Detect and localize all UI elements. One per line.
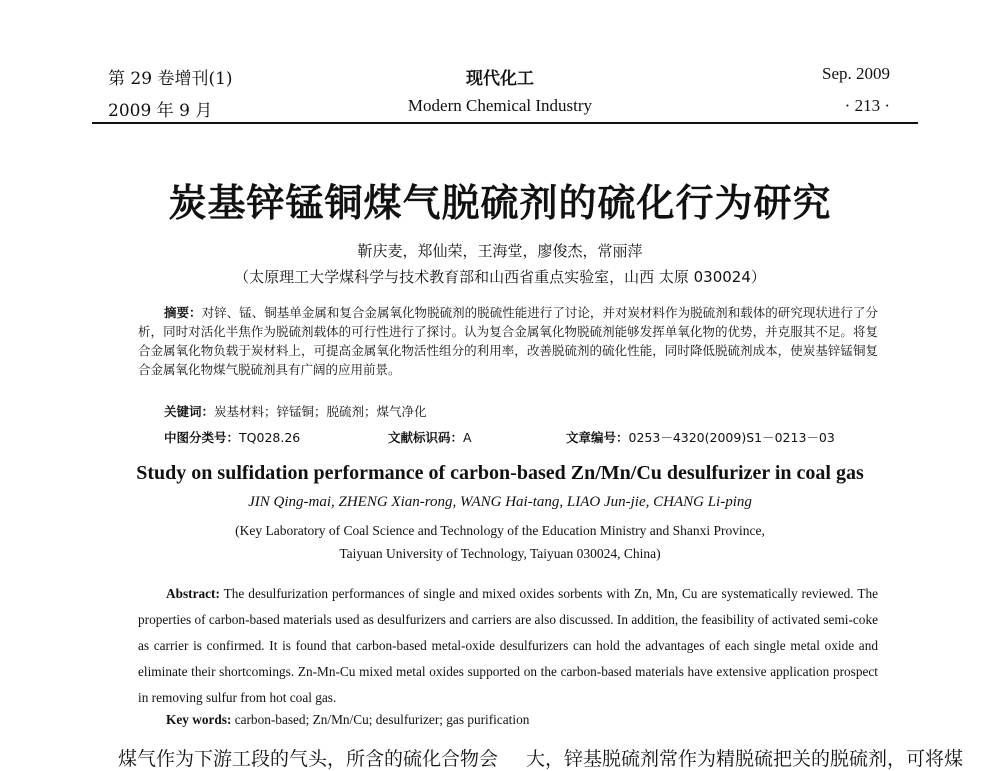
affiliation-en-line2: Taiyuan University of Technology, Taiyuan 030024, China): [339, 546, 661, 561]
keywords-cn: [164, 402, 427, 420]
abstract-cn-text: 对锌、锰、铜基单金属和复合金属氧化物脱硫剂的脱硫性能进行了讨论，并对炭材料作为脱硫剂和载体的研究现状进行了分析，同时对活化半焦作为脱硫剂载体的可行性进行了探讨。认为复合金属氧化物脱硫剂能够发挥单氧化物的优势，并克服其不足。将复合金属氧化物负载于炭材料上，可提高金属氧化物活性组分的利用率，改善脱硫剂的硫化性能，同时降低脱硫剂成本，使炭基锌锰铜复合金属氧化物煤气脱硫剂具有广阔的应用前景。: [138, 305, 878, 377]
journal-name-cn: 现代化工: [466, 69, 534, 89]
doc-code-label: 文献标识码：: [388, 430, 464, 445]
abstract-en-label: Abstract:: [166, 586, 220, 601]
journal-volume: 第 29 卷增刊(1): [108, 69, 233, 89]
keywords-en: [166, 712, 529, 728]
article-number: [566, 428, 835, 446]
document-code: [388, 428, 472, 446]
page-number: · 213 ·: [844, 96, 890, 115]
abstract-cn: [138, 303, 878, 379]
clc-number: [164, 428, 300, 446]
abstract-en: [138, 581, 878, 711]
doc-code-value: A: [463, 430, 472, 445]
keywords-en-text: carbon-based; Zn/Mn/Cu; desulfurizer; gas purification: [234, 712, 530, 727]
authors-en: JIN Qing-mai, ZHENG Xian-rong, WANG Hai-tang, LIAO Jun-jie, CHANG Li-ping: [248, 494, 752, 510]
affiliation-en-line1: (Key Laboratory of Coal Science and Technology of the Education Ministry and Shanxi Province,: [235, 523, 765, 538]
paper-title-en: Study on sulfidation performance of carbon-based Zn/Mn/Cu desulfurizer in coal gas: [136, 462, 864, 484]
journal-date-cn: 2009 年 9 月: [108, 101, 213, 121]
abstract-en-text: The desulfurization performances of single and mixed oxides sorbents with Zn, Mn, Cu are systematically reviewed. The properties of carbon-based materials used as desulfurizers and carriers are also discussed. In addition, the feasibility of activated semi-coke as carrier is confirmed. It is found that carbon-based metal-oxide desulfurizers can hold the advantages of each single metal oxide and eliminate their shortcomings. Zn-Mn-Cu mixed metal oxides supported on the carbon-based materials have extensive application prospect in removing sulfur from hot coal gas.: [138, 586, 878, 705]
body-text-right: 大，锌基脱硫剂常作为精脱硫把关的脱硫剂，可将煤: [526, 748, 964, 770]
article-number-value: 0253－4320(2009)S1－0213－03: [628, 430, 835, 445]
paper-title-cn: 炭基锌锰铜煤气脱硫剂的硫化行为研究: [168, 181, 832, 225]
journal-name-en: Modern Chemical Industry: [407, 96, 593, 115]
body-text-left: 煤气作为下游工段的气头，所含的硫化合物会: [118, 748, 499, 770]
header-divider: [92, 122, 918, 124]
affiliation-cn: （太原理工大学煤科学与技术教育部和山西省重点实验室，山西 太原 030024）: [234, 268, 766, 286]
clc-value: TQ028.26: [239, 430, 301, 445]
abstract-cn-label: 摘要：: [164, 305, 202, 320]
keywords-cn-label: 关键词：: [164, 404, 215, 419]
clc-label: 中图分类号：: [164, 430, 240, 445]
authors-cn: 靳庆麦，郑仙荣，王海堂，廖俊杰，常丽萍: [357, 242, 643, 260]
article-number-label: 文章编号：: [566, 430, 629, 445]
keywords-en-label: Key words:: [166, 712, 232, 727]
keywords-cn-text: 炭基材料；锌锰铜；脱硫剂；煤气净化: [214, 404, 427, 419]
journal-date-en: Sep. 2009: [822, 64, 890, 83]
